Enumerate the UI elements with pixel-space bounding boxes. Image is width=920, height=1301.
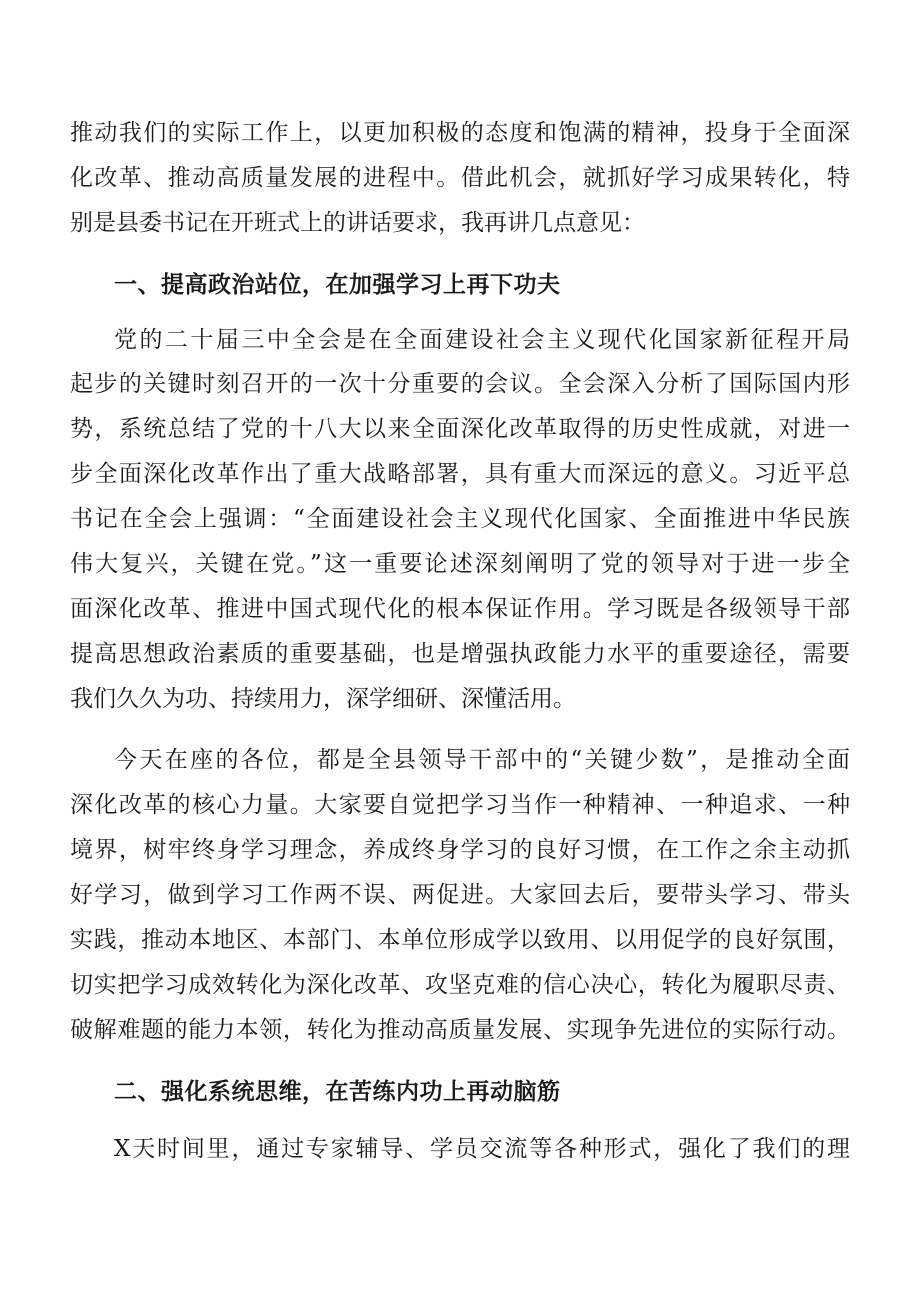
paragraph-line: 提高思想政治素质的重要基础，也是增强执政能力水平的重要途径，需要 [70,641,850,667]
section-heading-2: 二、强化系统思维，在苦练内功上再动脑筋 [114,1079,561,1105]
paragraph-line: 伟大复兴，关键在党。”这一重要论述深刻阐明了党的领导对于进一步全 [70,551,850,577]
paragraph-line: 党的二十届三中全会是在全面建设社会主义现代化国家新征程开局 [114,327,850,353]
paragraph-line: 势，系统总结了党的十八大以来全面深化改革取得的历史性成就，对进一 [70,416,850,442]
paragraph-line: 破解难题的能力本领，转化为推动高质量发展、实现争先进位的实际行动。 [70,1017,850,1043]
intro-line: 推动我们的实际工作上，以更加积极的态度和饱满的精神，投身于全面深 [70,120,850,146]
paragraph-line: X天时间里，通过专家辅导、学员交流等各种形式，强化了我们的理 [114,1136,850,1162]
paragraph-line: 书记在全会上强调：“全面建设社会主义现代化国家、全面推进中华民族 [70,506,850,532]
paragraph-line: 好学习，做到学习工作两不误、两促进。大家回去后，要带头学习、带头 [70,882,850,908]
paragraph-line: 今天在座的各位，都是全县领导干部中的“关键少数”，是推动全面 [114,747,850,773]
paragraph-line: 深化改革的核心力量。大家要自觉把学习当作一种精神、一种追求、一种 [70,792,850,818]
intro-line: 化改革、推动高质量发展的进程中。借此机会，就抓好学习成果转化，特 [70,165,850,191]
paragraph-line: 我们久久为功、持续用力，深学细研、深懂活用。 [70,686,576,712]
paragraph-line: 起步的关键时刻召开的一次十分重要的会议。全会深入分析了国际国内形 [70,371,850,397]
paragraph-line: 步全面深化改革作出了重大战略部署，具有重大而深远的意义。习近平总 [70,461,850,487]
paragraph-line: 面深化改革、推进中国式现代化的根本保证作用。学习既是各级领导干部 [70,596,850,622]
paragraph-line: 切实把学习成效转化为深化改革、攻坚克难的信心决心，转化为履职尽责、 [70,972,850,998]
section-heading-1: 一、提高政治站位，在加强学习上再下功夫 [114,272,561,298]
intro-line: 别是县委书记在开班式上的讲话要求，我再讲几点意见： [70,210,645,236]
paragraph-line: 境界，树牢终身学习理念，养成终身学习的良好习惯，在工作之余主动抓 [70,837,850,863]
paragraph-line: 实践，推动本地区、本部门、本单位形成学以致用、以用促学的良好氛围， [70,927,850,953]
